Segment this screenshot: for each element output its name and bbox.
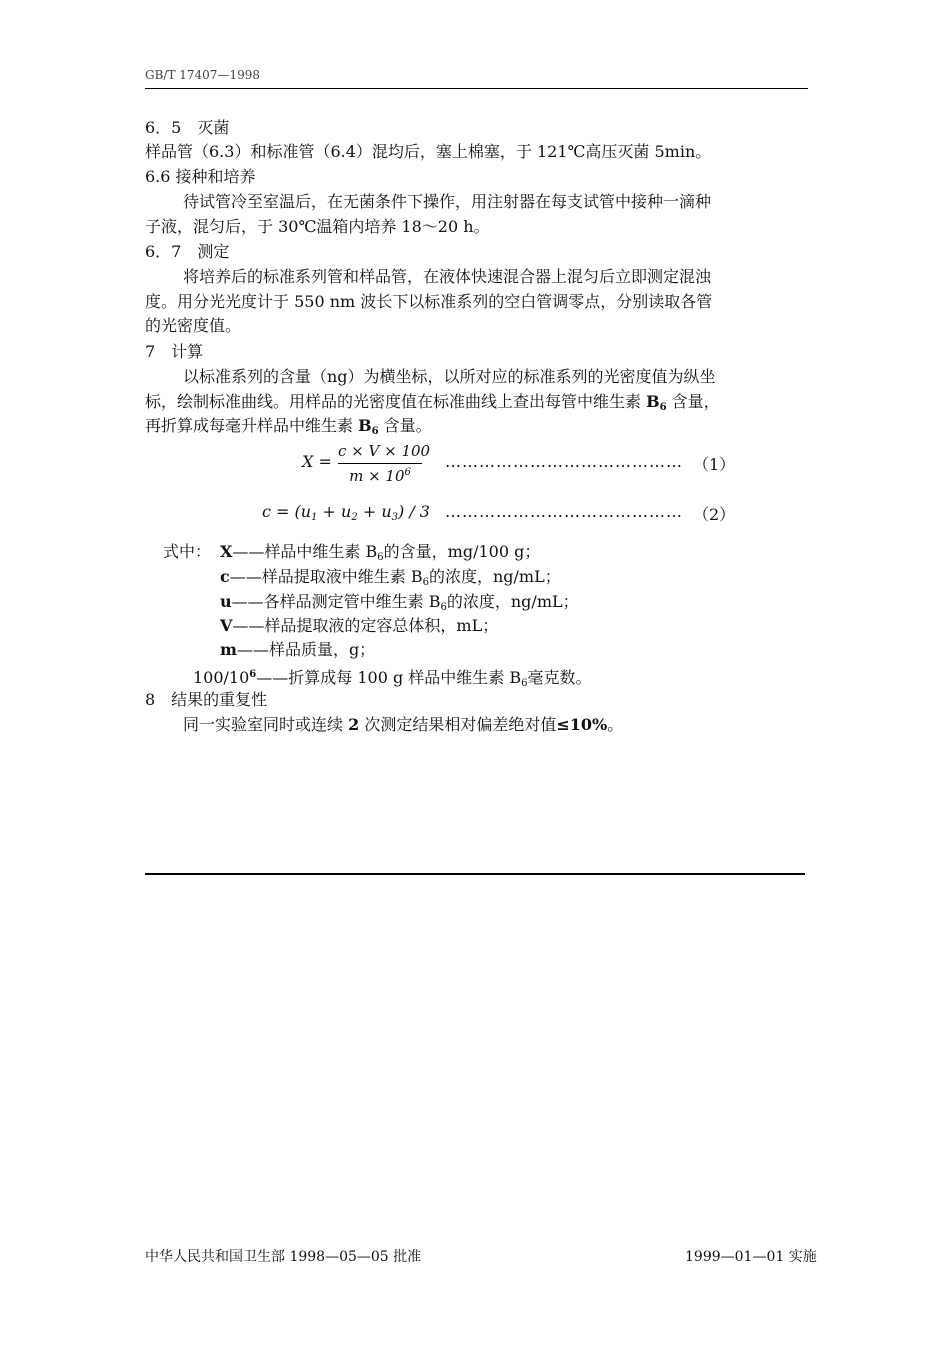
- where-prefix: 式中：: [163, 542, 212, 561]
- section-6-5-title: 6．5 灭菌: [145, 118, 230, 137]
- formula-2-tag: （2）: [693, 505, 736, 524]
- formula-1-tag: （1）: [693, 455, 736, 474]
- implementation-date: 1999—01—01 实施: [685, 1249, 817, 1265]
- section-8-title: 8 结果的重复性: [145, 690, 268, 709]
- formula-1-leader: ……………………………………: [445, 452, 683, 471]
- section-6-7-title: 6．7 测定: [145, 242, 230, 261]
- formula-1-lhs: X =: [302, 452, 332, 471]
- section-6-6-title: 6.6 接种和培养: [145, 167, 256, 186]
- section-8-line1: 同一实验室同时或连续 2 次测定结果相对偏差绝对值≤10%。: [183, 715, 624, 734]
- end-rule: [145, 873, 805, 875]
- section-6-7-line3: 的光密度值。: [145, 316, 242, 335]
- formula-1-fraction-bar: [338, 463, 422, 464]
- formula-2-leader: ……………………………………: [445, 502, 683, 521]
- where-item-x: X——样品中维生素 $B_6$的含量，mg/100 g；: [220, 542, 541, 563]
- section-7-title: 7 计算: [145, 342, 204, 361]
- where-item-m: m——样品质量，g；: [220, 640, 376, 659]
- section-6-7-line2: 度。用分光光度计于 550 nm 波长下以标准系列的空白管调零点，分别读取各管: [145, 292, 713, 311]
- standard-number: GB/T 17407—1998: [145, 68, 260, 82]
- section-6-6-line2: 子液，混匀后，于 30℃温箱内培养 18～20 h。: [145, 217, 490, 236]
- formula-1-numerator: c × V × 100: [338, 442, 431, 460]
- formula-1-denominator: $m \times 10^6$: [349, 467, 411, 485]
- header-rule: [145, 88, 808, 89]
- approval-date: 中华人民共和国卫生部 1998—05—05 批准: [145, 1249, 422, 1265]
- formula-2-expression: $c = (u_1 + u_2 + u_3) / 3$: [262, 502, 430, 523]
- section-7-line2: 标，绘制标准曲线。用样品的光密度值在标准曲线上查出每管中维生素 $B_6$ 含量，: [145, 392, 720, 413]
- section-6-7-line1: 将培养后的标准系列管和样品管，在液体快速混合器上混匀后立即测定混浊: [183, 267, 712, 286]
- where-item-c: c——样品提取液中维生素 $B_6$的浓度，ng/mL；: [220, 567, 561, 588]
- where-item-factor: $100/10^6——$折算成每 100 g 样品中维生素 $B_6$毫克数。: [193, 668, 592, 689]
- section-6-5-line1: 样品管（6.3）和标准管（6.4）混均后，塞上棉塞，于 121℃高压灭菌 5min。: [145, 142, 712, 161]
- section-7-line3: 再折算成每毫升样品中维生素 $B_6$ 含量。: [145, 416, 432, 437]
- section-7-line1: 以标准系列的含量（ng）为横坐标，以所对应的标准系列的光密度值为纵坐: [183, 367, 716, 386]
- where-item-v: V——样品提取液的定容总体积，mL；: [220, 616, 499, 635]
- section-6-6-line1: 待试管冷至室温后，在无菌条件下操作，用注射器在每支试管中接种一滴种: [183, 192, 712, 211]
- where-item-u: u——各样品测定管中维生素 $B_6$的浓度，ng/mL；: [220, 592, 579, 613]
